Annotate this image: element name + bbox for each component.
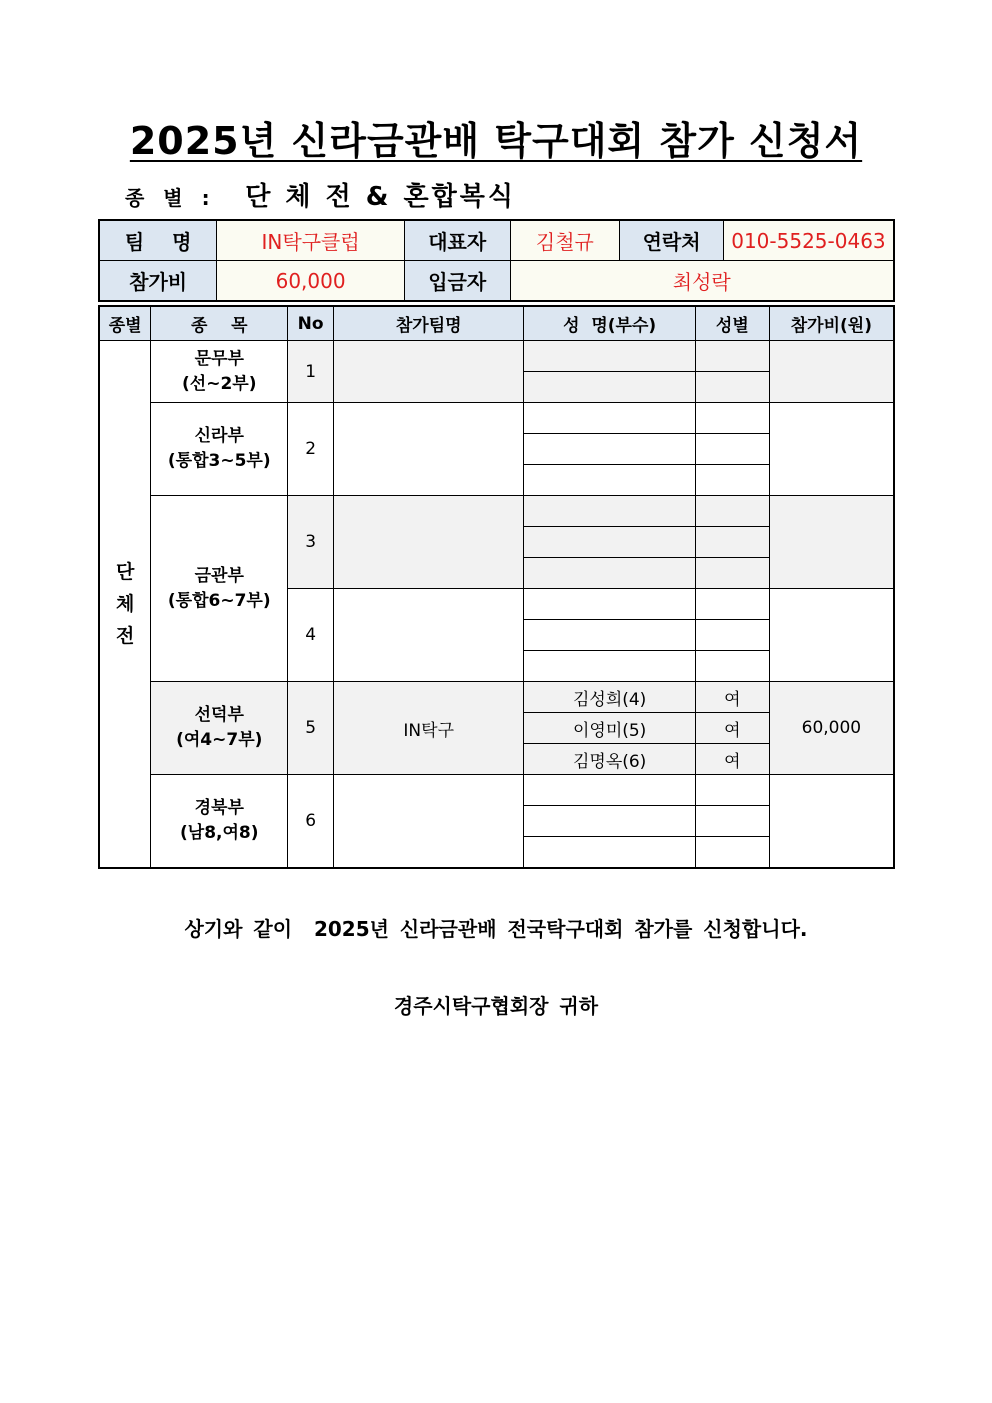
player-sex	[695, 837, 769, 869]
entry-team	[334, 341, 524, 403]
page-title	[0, 110, 992, 165]
player-name	[524, 620, 696, 651]
entry-team	[334, 775, 524, 869]
entry-fee	[769, 403, 894, 496]
header-event: 종 목	[151, 306, 288, 341]
event-cell: 문무부 (선~2부)	[151, 341, 288, 403]
player-name	[524, 341, 696, 372]
player-name	[524, 403, 696, 434]
team-info-table	[98, 219, 895, 302]
player-sex: 여	[695, 713, 769, 744]
entry-team: IN탁구	[334, 682, 524, 775]
player-name	[524, 837, 696, 869]
player-sex	[695, 651, 769, 682]
player-sex	[695, 806, 769, 837]
player-sex	[695, 341, 769, 372]
division-cell: 단 체 전	[99, 341, 151, 869]
entry-no: 3	[288, 496, 334, 589]
player-sex: 여	[695, 744, 769, 775]
player-name	[524, 434, 696, 465]
fee-label: 참가비	[99, 261, 217, 302]
entry-fee	[769, 589, 894, 682]
player-sex	[695, 465, 769, 496]
category-line	[125, 176, 516, 213]
contact-label: 연락처	[620, 220, 724, 261]
header-division: 종별	[99, 306, 151, 341]
player-sex	[695, 620, 769, 651]
header-team: 참가팀명	[334, 306, 524, 341]
player-name: 김명옥(6)	[524, 744, 696, 775]
category-label: 종 별 :	[125, 186, 216, 210]
player-name	[524, 651, 696, 682]
player-sex	[695, 496, 769, 527]
entry-fee	[769, 496, 894, 589]
event-cell: 선덕부 (여4~7부)	[151, 682, 288, 775]
player-name	[524, 496, 696, 527]
header-no: No	[288, 306, 334, 341]
fee-value: 60,000	[217, 261, 405, 302]
header-fee: 참가비(원)	[769, 306, 894, 341]
player-name	[524, 558, 696, 589]
contact-value: 010-5525-0463	[723, 220, 894, 261]
player-sex	[695, 403, 769, 434]
player-sex: 여	[695, 682, 769, 713]
entry-no: 5	[288, 682, 334, 775]
entry-fee	[769, 775, 894, 869]
player-name: 이영미(5)	[524, 713, 696, 744]
event-cell: 경북부 (남8,여8)	[151, 775, 288, 869]
header-sex: 성별	[695, 306, 769, 341]
player-name	[524, 806, 696, 837]
player-name	[524, 465, 696, 496]
entry-table	[98, 305, 895, 869]
team-name-label: 팀 명	[99, 220, 217, 261]
entry-team	[334, 589, 524, 682]
entry-no: 4	[288, 589, 334, 682]
title-text: 2025년 신라금관배 탁구대회 참가 신청서	[129, 119, 863, 163]
category-value: 단 체 전 & 혼합복식	[245, 182, 516, 212]
player-name	[524, 589, 696, 620]
header-player: 성 명(부수)	[524, 306, 696, 341]
player-sex	[695, 589, 769, 620]
addressee: 경주시탁구협회장 귀하	[393, 994, 599, 1018]
player-name	[524, 527, 696, 558]
player-sex	[695, 775, 769, 806]
entry-team	[334, 496, 524, 589]
entry-fee: 60,000	[769, 682, 894, 775]
team-name-value: IN탁구클럽	[217, 220, 405, 261]
player-sex	[695, 434, 769, 465]
representative-value: 김철규	[510, 220, 620, 261]
payer-label: 입금자	[404, 261, 510, 302]
event-cell: 금관부 (통합6~7부)	[151, 496, 288, 682]
player-name: 김성희(4)	[524, 682, 696, 713]
event-cell: 신라부 (통합3~5부)	[151, 403, 288, 496]
application-statement: 상기와 같이 2025년 신라금관배 전국탁구대회 참가를 신청합니다.	[184, 917, 808, 941]
player-name	[524, 775, 696, 806]
player-sex	[695, 372, 769, 403]
payer-value: 최성락	[510, 261, 894, 302]
entry-no: 2	[288, 403, 334, 496]
entry-fee	[769, 341, 894, 403]
representative-label: 대표자	[404, 220, 510, 261]
player-name	[524, 372, 696, 403]
entry-no: 1	[288, 341, 334, 403]
entry-no: 6	[288, 775, 334, 869]
entry-team	[334, 403, 524, 496]
player-sex	[695, 527, 769, 558]
player-sex	[695, 558, 769, 589]
